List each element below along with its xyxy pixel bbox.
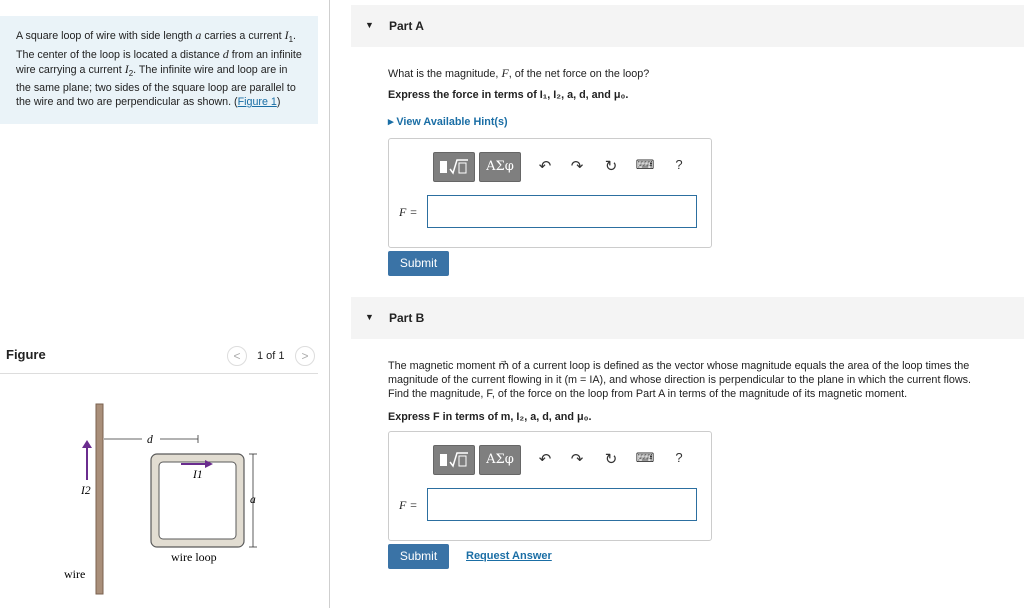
collapse-triangle-icon: ▼ [365, 20, 374, 30]
infinite-wire [96, 404, 103, 594]
figure-page-count: 1 of 1 [257, 350, 285, 362]
help-icon[interactable]: ? [675, 450, 683, 465]
greek-symbols-button[interactable]: ΑΣφ [479, 445, 521, 475]
part-a-header[interactable] [351, 5, 1024, 47]
part-b-express: Express F in terms of m, I₂, a, d, and μ₀. [388, 411, 592, 423]
part-b-submit-button[interactable]: Submit [388, 544, 449, 569]
current-I2-arrowhead [82, 440, 92, 448]
figure-link[interactable]: Figure 1 [237, 96, 277, 109]
collapse-triangle-icon: ▼ [365, 312, 374, 322]
reset-icon[interactable]: ↻ [604, 451, 618, 468]
undo-icon[interactable]: ↶ [538, 158, 552, 175]
part-a-question: What is the magnitude, F, of the net force on the loop? [388, 66, 650, 80]
part-b-answer-editor [388, 431, 712, 541]
undo-icon[interactable]: ↶ [538, 451, 552, 468]
view-hints-link[interactable]: ▸ View Available Hint(s) [388, 116, 508, 128]
part-a-express: Express the force in terms of I₁, I₂, a, d, and μ₀. [388, 89, 629, 101]
keyboard-icon[interactable]: ⌨ [635, 450, 655, 465]
figure-header [0, 340, 318, 374]
figure-diagram [0, 376, 318, 606]
answer-label: F = [399, 205, 418, 219]
column-divider [329, 0, 330, 608]
answer-label: F = [399, 498, 418, 512]
label-a: a [250, 494, 256, 506]
label-I2: I2 [81, 485, 91, 497]
prev-figure-button[interactable]: < [227, 346, 247, 366]
part-a-submit-button[interactable]: Submit [388, 251, 449, 276]
reset-icon[interactable]: ↻ [604, 158, 618, 175]
part-b-question: The magnetic moment m⃗ of a current loop is defined as the vector whose magnitude equals the area of the loop times the magnitude of the current flowing in it (m = IA), and whose direction is perpendicular to the plane in which the current flows. Find the magnitude, F, of the force on the loop from Part A in terms of the magnitude of its magnetic moment. [388, 360, 972, 400]
problem-statement: A square loop of wire with side length a carries a current $I_1$. The center of the loop is located a distance d from an infinite wire carrying a current $I_2$. The infinite wire and loop are in the same plane; two sides of the square loop are parallel to the wire and two are perpendicular as shown. (Figure 1) [0, 16, 318, 124]
part-a-answer-editor [388, 138, 712, 248]
label-I1: I1 [193, 469, 203, 481]
part-a-title: Part A [389, 19, 424, 33]
templates-button[interactable] [433, 152, 475, 182]
request-answer-link[interactable]: Request Answer [466, 550, 552, 562]
label-wire: wire [64, 567, 86, 581]
label-d: d [147, 434, 153, 446]
next-figure-button[interactable]: > [295, 346, 315, 366]
part-b-header[interactable] [351, 297, 1024, 339]
label-wire-loop: wire loop [171, 550, 217, 564]
redo-icon[interactable]: ↷ [570, 451, 584, 468]
templates-icon [434, 446, 474, 474]
help-icon[interactable]: ? [675, 157, 683, 172]
templates-button[interactable] [433, 445, 475, 475]
part-b-title: Part B [389, 311, 425, 325]
part-b-answer-input[interactable] [427, 488, 697, 521]
redo-icon[interactable]: ↷ [570, 158, 584, 175]
greek-symbols-button[interactable]: ΑΣφ [479, 152, 521, 182]
part-a-answer-input[interactable] [427, 195, 697, 228]
templates-icon [434, 153, 474, 181]
figure-title: Figure [6, 347, 46, 362]
keyboard-icon[interactable]: ⌨ [635, 157, 655, 172]
